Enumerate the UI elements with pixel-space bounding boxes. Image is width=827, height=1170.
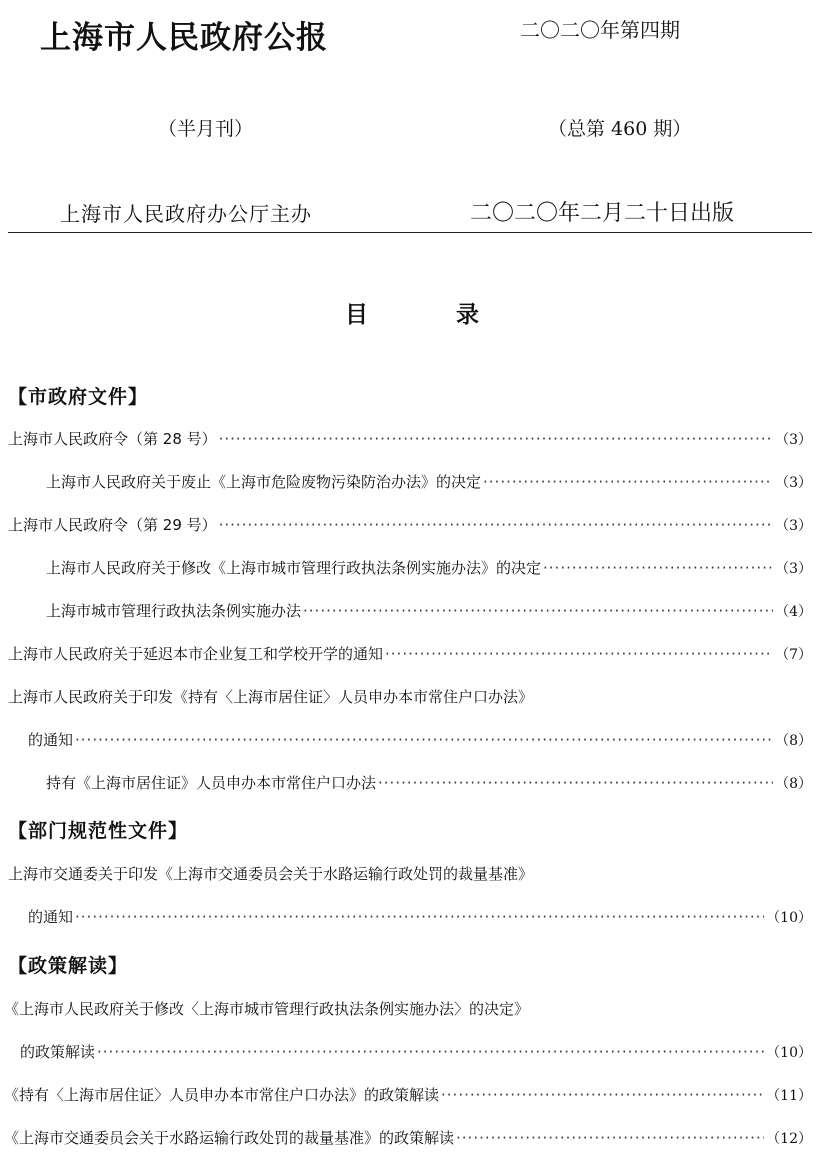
toc-entry-text: 上海市人民政府令（第 28 号） <box>8 430 217 448</box>
toc-entry-text: 《持有〈上海市居住证〉人员申办本市常住户口办法》的政策解读 <box>4 1086 440 1104</box>
toc-title-right: 录 <box>456 302 479 328</box>
gazette-title: 上海市人民政府公报 <box>40 20 328 56</box>
toc-entry-text: 的通知 <box>28 731 74 749</box>
toc-entry-text: 的政策解读 <box>20 1043 96 1061</box>
toc-entry-page: （10） <box>766 1045 812 1061</box>
toc-entry[interactable] <box>4 1084 812 1105</box>
toc-entry[interactable] <box>8 514 812 535</box>
leader-dots <box>219 516 773 534</box>
section-heading-municipal-docs: 【市政府文件】 <box>8 386 149 408</box>
toc-entry-text: 上海市人民政府关于延迟本市企业复工和学校开学的通知 <box>8 645 384 663</box>
toc-entry-page: （11） <box>766 1088 812 1104</box>
frequency-label: （半月刊） <box>158 118 254 140</box>
toc-entry-text: 的通知 <box>28 908 74 926</box>
issue-number: 二〇二〇年第四期 <box>520 18 680 42</box>
toc-entry-page: （8） <box>775 733 812 749</box>
leader-dots <box>97 1043 764 1061</box>
toc-title-left: 目 <box>345 302 368 328</box>
toc-entry-text: 上海市人民政府关于废止《上海市危险废物污染防治办法》的决定 <box>46 473 482 491</box>
leader-dots <box>543 559 773 577</box>
leader-dots <box>303 602 773 620</box>
toc-entry-text: 持有《上海市居住证》人员申办本市常住户口办法 <box>46 774 377 792</box>
toc-entry-text-line1[interactable]: 《上海市人民政府关于修改〈上海市城市管理行政执法条例实施办法〉的决定》 <box>4 1000 530 1018</box>
toc-entry-page: （12） <box>766 1131 812 1147</box>
toc-entry-text: 《上海市交通委员会关于水路运输行政处罚的裁量基准》的政策解读 <box>4 1129 455 1147</box>
toc-entry-page: （3） <box>775 432 812 448</box>
toc-entry[interactable] <box>46 772 812 793</box>
toc-entry-page: （8） <box>775 776 812 792</box>
toc-entry-page: （4） <box>775 604 812 620</box>
toc-entry-page: （3） <box>775 561 812 577</box>
toc-entry[interactable] <box>8 643 812 664</box>
toc-entry[interactable] <box>4 1127 812 1148</box>
header-divider <box>8 232 812 233</box>
leader-dots <box>378 774 773 792</box>
toc-entry-page: （7） <box>775 647 812 663</box>
toc-entry[interactable] <box>20 1041 812 1062</box>
toc-entry-text: 上海市人民政府关于修改《上海市城市管理行政执法条例实施办法》的决定 <box>46 559 542 577</box>
toc-entry-text: 上海市人民政府令（第 29 号） <box>8 516 217 534</box>
toc-entry[interactable] <box>46 600 812 621</box>
toc-entry[interactable] <box>28 729 812 750</box>
leader-dots <box>75 908 764 926</box>
section-heading-department-rules: 【部门规范性文件】 <box>8 820 189 842</box>
publication-date: 二〇二〇年二月二十日出版 <box>470 201 735 226</box>
leader-dots <box>456 1129 764 1147</box>
section-heading-policy-interpretation: 【政策解读】 <box>8 955 129 977</box>
toc-entry[interactable] <box>46 471 812 492</box>
leader-dots <box>75 731 773 749</box>
toc-entry-text: 上海市城市管理行政执法条例实施办法 <box>46 602 302 620</box>
leader-dots <box>219 430 773 448</box>
total-issue-label: （总第 460 期） <box>548 118 692 140</box>
toc-title <box>345 296 479 329</box>
toc-entry[interactable] <box>46 557 812 578</box>
organizer-label: 上海市人民政府办公厅主办 <box>60 202 312 226</box>
toc-entry-page: （3） <box>775 475 812 491</box>
toc-entry-page: （10） <box>766 910 812 926</box>
toc-entry[interactable] <box>8 428 812 449</box>
leader-dots <box>483 473 773 491</box>
toc-entry-text-line1[interactable]: 上海市人民政府关于印发《持有〈上海市居住证〉人员申办本市常住户口办法》 <box>8 688 534 706</box>
toc-entry-page: （3） <box>775 518 812 534</box>
leader-dots <box>385 645 773 663</box>
toc-entry-text-line1[interactable]: 上海市交通委关于印发《上海市交通委员会关于水路运输行政处罚的裁量基准》 <box>8 865 534 883</box>
toc-entry[interactable] <box>28 906 812 927</box>
leader-dots <box>441 1086 764 1104</box>
